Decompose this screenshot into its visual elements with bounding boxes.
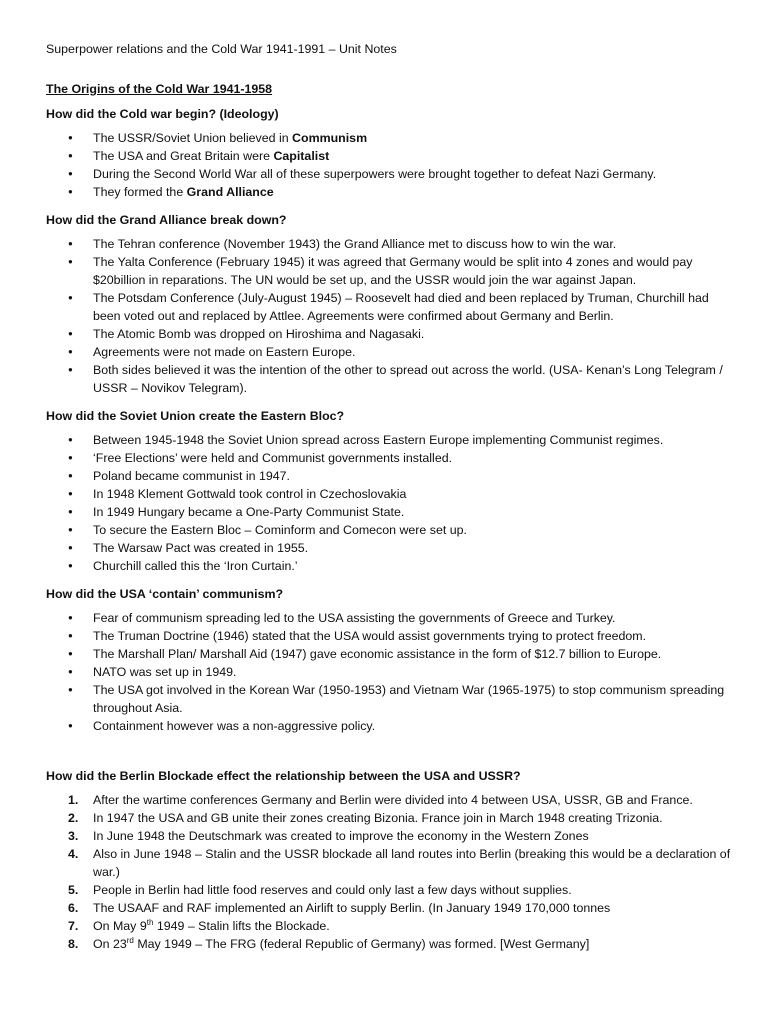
heading-ideology: How did the Cold war begin? (Ideology) — [46, 107, 279, 121]
list-item: ● The USSR/Soviet Union believed in Communism — [46, 129, 733, 147]
heading-containment: How did the USA ‘contain’ communism? — [46, 587, 284, 601]
list-ideology — [46, 129, 768, 201]
list-item: ● The Warsaw Pact was created in 1955. — [46, 539, 733, 557]
list-item: ● During the Second World War all of these superpowers were brought together to defeat Nazi Germany. — [46, 165, 733, 183]
list-item: ● Poland became communist in 1947. — [46, 467, 733, 485]
list-item: ● The USA and Great Britain were Capitalist — [46, 147, 733, 165]
list-item: 1. After the wartime conferences Germany and Berlin were divided into 4 between USA, USSR, GB and France. — [68, 793, 693, 807]
list-item: 3. In June 1948 the Deutschmark was created to improve the economy in the Western Zones — [68, 829, 589, 843]
heading-berlin-blockade: How did the Berlin Blockade effect the relationship between the USA and USSR? — [46, 769, 521, 783]
list-item: ● Both sides believed it was the intention of the other to spread out across the world. (USA- Kenan’s Long Telegram / USSR – Novikov Telegram). — [46, 361, 733, 397]
list-item: ● Agreements were not made on Eastern Europe. — [46, 343, 733, 361]
list-item: ● Between 1945-1948 the Soviet Union spread across Eastern Europe implementing Communist regimes. — [46, 431, 733, 449]
list-eastern-bloc — [46, 431, 768, 575]
list-grand-alliance — [46, 235, 768, 397]
list-item: ● Containment however was a non-aggressive policy. — [46, 717, 733, 735]
list-item: 6. The USAAF and RAF implemented an Airlift to supply Berlin. (In January 1949 170,000 tonnes — [68, 901, 611, 915]
list-item: 2. In 1947 the USA and GB unite their zones creating Bizonia. France join in March 1948 creating Trizonia. — [68, 811, 663, 825]
list-item: ● NATO was set up in 1949. — [46, 663, 733, 681]
heading-grand-alliance: How did the Grand Alliance break down? — [46, 213, 287, 227]
list-item: ● Fear of communism spreading led to the USA assisting the governments of Greece and Turkey. — [46, 609, 733, 627]
spacer — [46, 745, 768, 767]
list-item: 4. Also in June 1948 – Stalin and the USSR blockade all land routes into Berlin (breaking this would be a declaration of war.) — [68, 847, 731, 879]
list-item: 8. On 23rd May 1949 – The FRG (federal Republic of Germany) was formed. [West Germany] — [68, 935, 590, 951]
list-item: 5. People in Berlin had little food reserves and could only last a few days without supplies. — [68, 883, 572, 897]
list-item: ● Churchill called this the ‘Iron Curtain.’ — [46, 557, 733, 575]
list-item: ● The Atomic Bomb was dropped on Hiroshima and Nagasaki. — [46, 325, 733, 343]
list-containment — [46, 609, 768, 735]
list-item: ● The USA got involved in the Korean War (1950-1953) and Vietnam War (1965-1975) to stop communism spreading throughout Asia. — [46, 681, 733, 717]
list-item: ● They formed the Grand Alliance — [46, 183, 733, 201]
list-berlin-blockade — [46, 791, 768, 953]
list-item: ● The Truman Doctrine (1946) stated that the USA would assist governments trying to protect freedom. — [46, 627, 733, 645]
list-item: ● In 1949 Hungary became a One-Party Communist State. — [46, 503, 733, 521]
list-item: ● In 1948 Klement Gottwald took control in Czechoslovakia — [46, 485, 733, 503]
document-title: Superpower relations and the Cold War 1941-1991 – Unit Notes — [46, 42, 397, 56]
list-item: ● The Potsdam Conference (July-August 1945) – Roosevelt had died and been replaced by Truman, Churchill had been voted out and replaced by Attlee. Agreements were confirmed about Germany and Berlin. — [46, 289, 733, 325]
list-item: ● The Yalta Conference (February 1945) it was agreed that Germany would be split into 4 zones and would pay $20billion in reparations. The UN would be set up, and the USSR would join the war against Japan. — [46, 253, 733, 289]
section-title: The Origins of the Cold War 1941-1958 — [46, 82, 273, 96]
list-item: ● To secure the Eastern Bloc – Cominform and Comecon were set up. — [46, 521, 733, 539]
list-item: ● The Marshall Plan/ Marshall Aid (1947) gave economic assistance in the form of $12.7 billion to Europe. — [46, 645, 733, 663]
list-item: ● The Tehran conference (November 1943) the Grand Alliance met to discuss how to win the war. — [46, 235, 733, 253]
heading-eastern-bloc: How did the Soviet Union create the Eastern Bloc? — [46, 409, 345, 423]
list-item: ● ‘Free Elections’ were held and Communist governments installed. — [46, 449, 733, 467]
list-item: 7. On May 9th 1949 – Stalin lifts the Blockade. — [68, 917, 330, 933]
